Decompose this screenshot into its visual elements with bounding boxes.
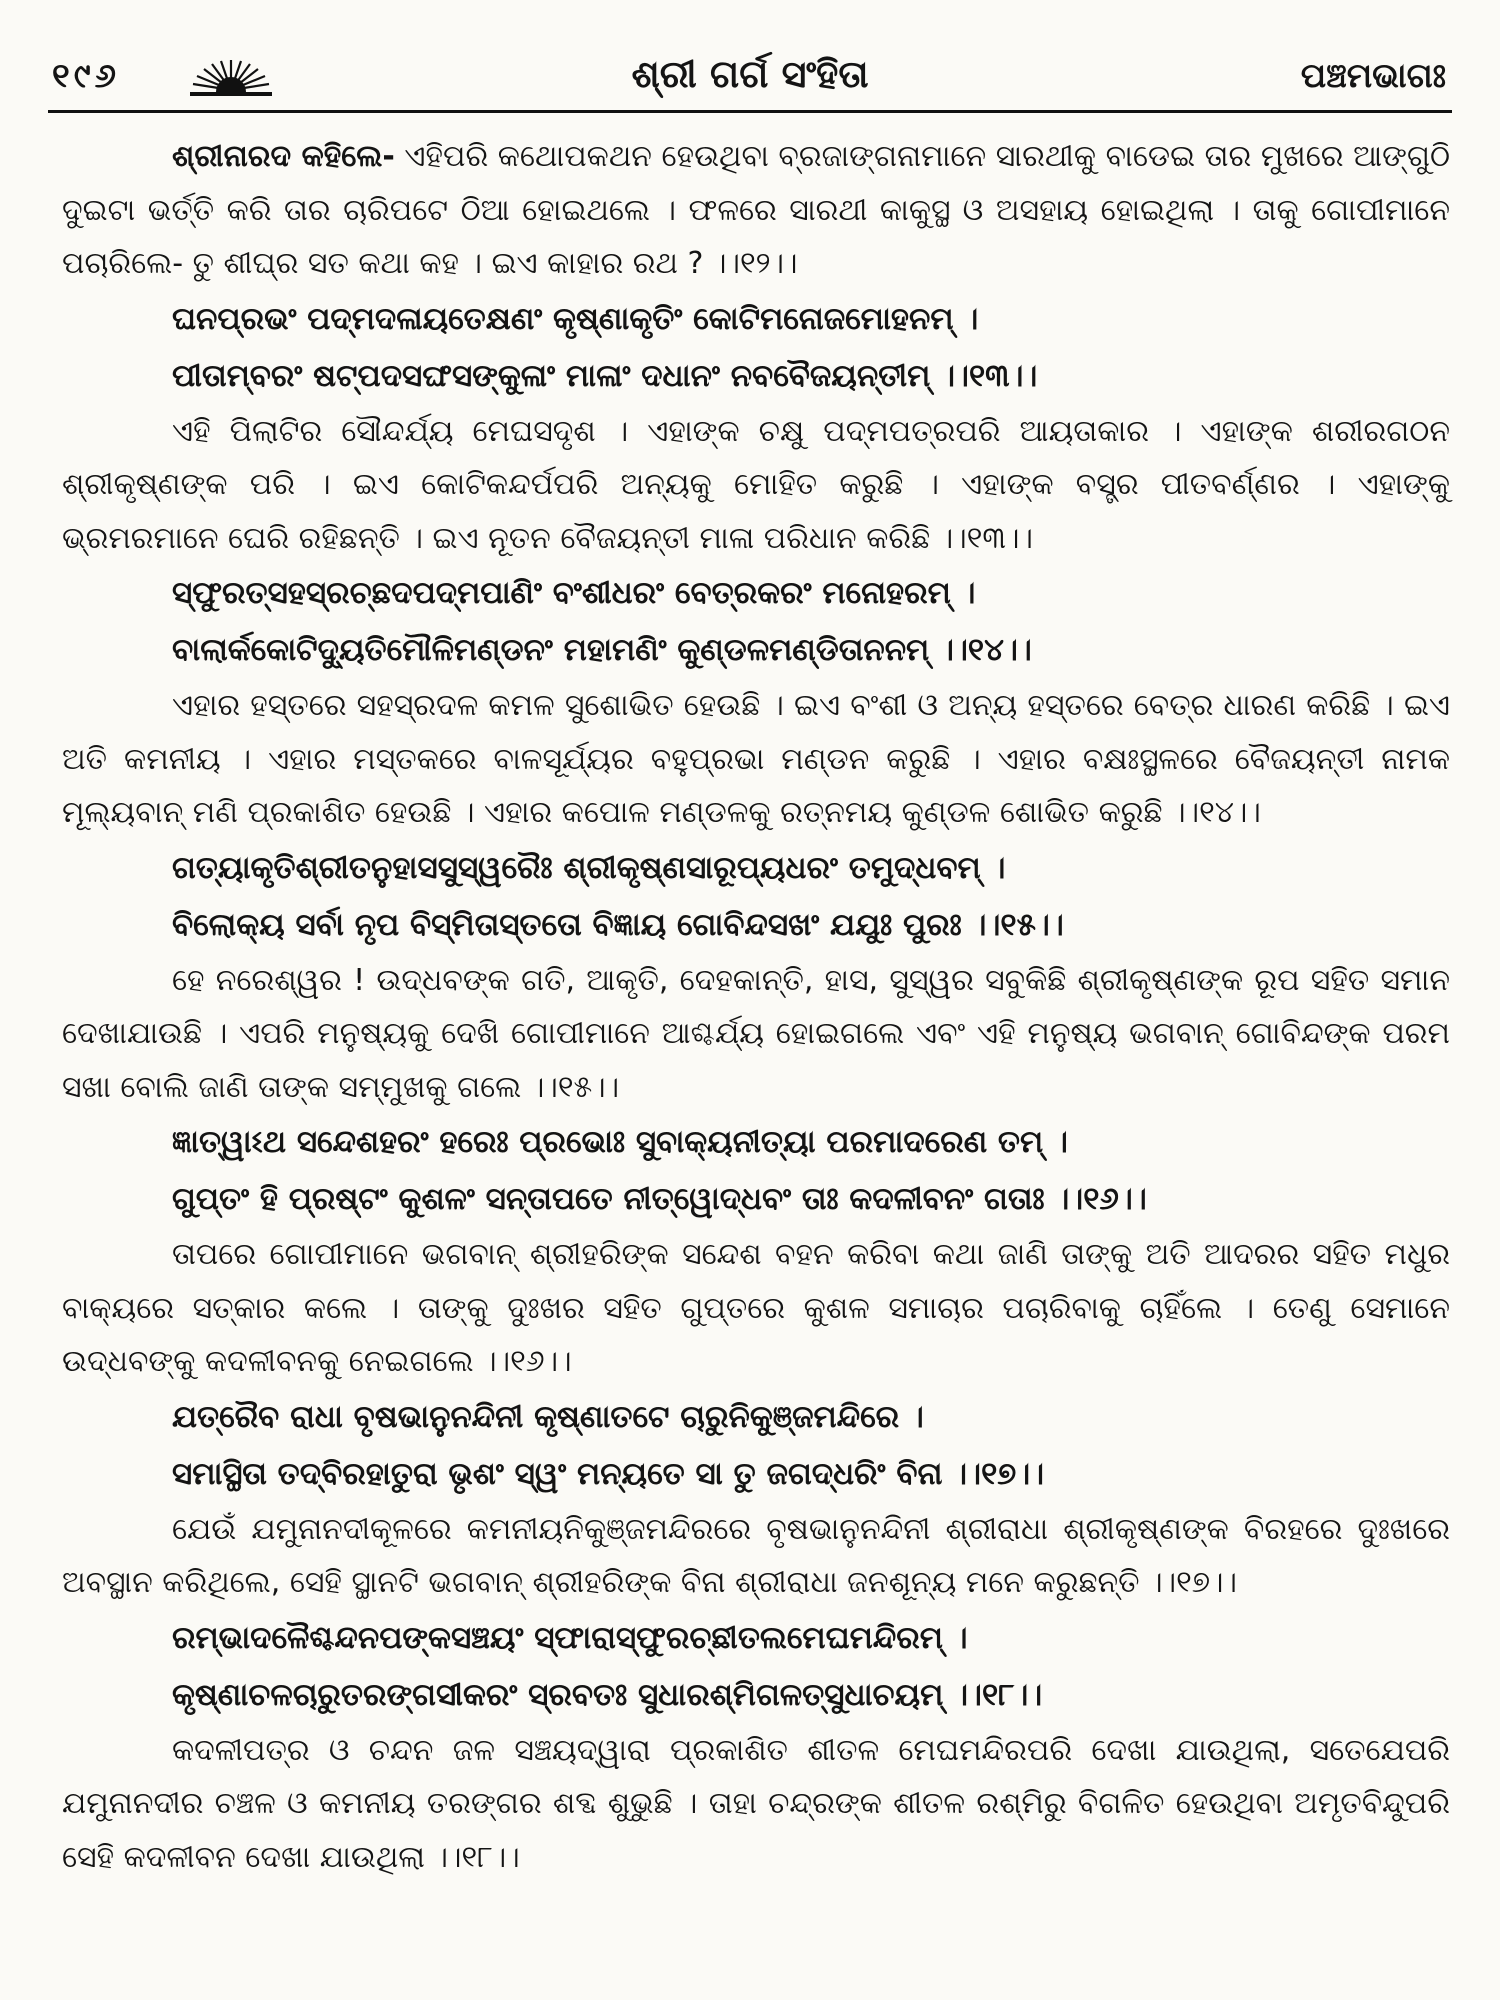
page-number: ୧୯୬ [52,56,120,96]
prose-paragraph: ଏହାର ହସ୍ତରେ ସହସ୍ରଦଳ କମଳ ସୁଶୋଭିତ ହେଉଛି । ଇଏ ବଂଶୀ ଓ ଅନ୍ୟ ହସ୍ତରେ ବେତ୍ର ଧାରଣ କରିଛି । ଇଏ ଅତି କମନୀୟ । ଏହାର ମସ୍ତକରେ ବାଳସୂର୍ଯ୍ୟର ବହୁପ୍ରଭା ମଣ୍ଡନ କରୁଛି । ଏହାର ବକ୍ଷଃସ୍ଥଳରେ ବୈଜୟନ୍ତୀ ନାମକ ମୂଲ୍ୟବାନ୍ ମଣି ପ୍ରକାଶିତ ହେଉଛି । ଏହାର କପୋଳ ମଣ୍ଡଳକୁ ରତ୍ନମୟ କୁଣ୍ଡଳ ଶୋଭିତ କରୁଛି ।।୧୪।। [62,688,1450,830]
prose-paragraph: ତାପରେ ଗୋପୀମାନେ ଭଗବାନ୍ ଶ୍ରୀହରିଙ୍କ ସନ୍ଦେଶ ବହନ କରିବା କଥା ଜାଣି ତାଙ୍କୁ ଅତି ଆଦରର ସହିତ ମଧୁର ବାକ୍ୟରେ ସତ୍କାର କଲେ । ତାଙ୍କୁ ଦୁଃଖର ସହିତ ଗୁପ୍ତରେ କୁଶଳ ସମାଚାର ପଚାରିବାକୁ ଚାହିଁଲେ । ତେଣୁ ସେମାନେ ଉଦ୍ଧବଙ୍କୁ କଦଳୀବନକୁ ନେଇଗଲେ ।।୧୬।। [62,1237,1450,1379]
page-title: ଶ୍ରୀ ଗର୍ଗ ସଂହିତା [631,52,869,96]
prose-paragraph [62,130,1450,291]
verse-line: ରମ୍ଭାଦଳୈଶ୍ଚନ୍ଦନପଙ୍କସଞ୍ଚୟଂ ସ୍ଫାରାସ୍ଫୁରଚ୍ଛୀତଲମେଘମନ୍ଦିରମ୍ । [172,1619,968,1656]
verse-line: ଘନପ୍ରଭଂ ପଦ୍ମଦଳାୟତେକ୍ଷଣଂ କୃଷ୍ଣାକୃତିଂ କୋଟିମନୋଜମୋହନମ୍ । [172,300,979,337]
verse-line: ଗତ୍ୟାକୃତିଶ୍ରୀତନୁହାସସୁସ୍ୱରୈଃ ଶ୍ରୀକୃଷ୍ଣସାରୂପ୍ୟଧରଂ ତମୁଦ୍ଧବମ୍ । [172,849,1006,886]
verse-line: ସ୍ଫୁରତ୍ସହସ୍ରଚ୍ଛଦପଦ୍ମପାଣିଂ ବଂଶୀଧରଂ ବେତ୍ରକରଂ ମନୋହରମ୍ । [172,575,976,611]
verse-line: ପୀତାମ୍ବରଂ ଷଟ୍ପଦସଙ୍ଘସଙ୍କୁଳାଂ ମାଳାଂ ଦଧାନଂ ନବବୈଜୟନ୍ତୀମ୍ ।।୧୩।। [172,357,1038,394]
verse-line: ଯତ୍ରୈବ ରାଧା ବୃଷଭାନୁନନ୍ଦିନୀ କୃଷ୍ଣାତଟେ ଚାରୁନିକୁଞ୍ଜମନ୍ଦିରେ । [172,1398,924,1435]
speaker-label: ଶ୍ରୀନାରଦ କହିଲେ- [172,139,395,174]
prose-paragraph: ଯେଉଁ ଯମୁନାନଦୀକୂଳରେ କମନୀୟନିକୁଞ୍ଜମନ୍ଦିରରେ ବୃଷଭାନୁନନ୍ଦିନୀ ଶ୍ରୀରାଧା ଶ୍ରୀକୃଷ୍ଣଙ୍କ ବିରହରେ ଦୁଃଖରେ ଅବସ୍ଥାନ କରିଥିଲେ, ସେହି ସ୍ଥାନଟି ଭଗବାନ୍ ଶ୍ରୀହରିଙ୍କ ବିନା ଶ୍ରୀରାଧା ଜନଶୂନ୍ୟ ମନେ କରୁଛନ୍ତି ।।୧୭।। [62,1511,1450,1600]
prose-paragraph: ହେ ନରେଶ୍ୱର ! ଉଦ୍ଧବଙ୍କ ଗତି, ଆକୃତି, ଦେହକାନ୍ତି, ହାସ, ସୁସ୍ୱର ସବୁକିଛି ଶ୍ରୀକୃଷ୍ଣଙ୍କ ରୂପ ସହିତ ସମାନ ଦେଖାଯାଉଛି । ଏପରି ମନୁଷ୍ୟକୁ ଦେଖି ଗୋପୀମାନେ ଆଶ୍ଚର୍ଯ୍ୟ ହୋଇଗଲେ ଏବଂ ଏହି ମନୁଷ୍ୟ ଭଗବାନ୍ ଗୋବିନ୍ଦଙ୍କ ପରମ ସଖା ବୋଲି ଜାଣି ତାଙ୍କ ସମ୍ମୁଖକୁ ଗଲେ ।।୧୫।। [62,962,1450,1105]
part-label: ପଞ୍ଚମଭାଗଃ [1300,56,1446,96]
verse-line: ଗୁପ୍ତଂ ହି ପ୍ରଷ୍ଟଂ କୁଶଳଂ ସନ୍ତାପତେ ନୀତ୍ୱୋଦ୍ଧବଂ ତାଃ କଦଳୀବନଂ ଗତାଃ ।।୧୬।। [172,1181,1147,1217]
verse-line: କୃଷ୍ଣାଚଳଚାରୁତରଙ୍ଗସୀକରଂ ସ୍ରବତଃ ସୁଧାରଶ୍ମିଗଳତ୍‌ସୁଧାଚୟମ୍ ।।୧୮।। [172,1676,1043,1713]
verse-line: ସମାସ୍ଥିତା ତଦ୍‌ବିରହାତୁରା ଭୃଶଂ ସ୍ୱଂ ମନ୍ୟତେ ସା ତୁ ଜଗଦ୍ଧରିଂ ବିନା ।।୧୭।। [172,1455,1045,1492]
verse-line: ବାଲାର୍କକୋଟିଦ୍ୟୁତିମୌଳିମଣ୍ଡନଂ ମହାମଣିଂ କୁଣ୍ଡଳମଣ୍ଡିତାନନମ୍ ।।୧୪।। [172,632,1032,668]
page-header [48,0,1452,118]
verse-line: ଜ୍ଞାତ୍ୱାଽଥ ସନ୍ଦେଶହରଂ ହରେଃ ପ୍ରଭୋଃ ସୁବାକ୍ୟନୀତ୍ୟା ପରମାଦରେଣ ତମ୍ । [172,1124,1068,1160]
verse-line: ବିଲୋକ୍ୟ ସର୍ବା ନୃପ ବିସ୍ମିତାସ୍ତତୋ ବିଜ୍ଞାୟ ଗୋବିନ୍ଦସଖଂ ଯଯୁଃ ପୁରଃ ।।୧୫।। [172,906,1064,943]
prose-paragraph: କଦଳୀପତ୍ର ଓ ଚନ୍ଦନ ଜଳ ସଞ୍ଚୟଦ୍ୱାରା ପ୍ରକାଶିତ ଶୀତଳ ମେଘମନ୍ଦିରପରି ଦେଖା ଯାଉଥିଲା, ସତେଯେପରି ଯମୁନାନଦୀର ଚଞ୍ଚଳ ଓ କମନୀୟ ତରଙ୍ଗର ଶବ୍ଦ ଶୁଭୁଛି । ତାହା ଚନ୍ଦ୍ରଙ୍କ ଶୀତଳ ରଶ୍ମିରୁ ବିଗଳିତ ହେଉଥିବା ଅମୃତବିନ୍ଦୁପରି ସେହି କଦଳୀବନ ଦେଖା ଯାଉଥିଲା ।।୧୮।। [62,1732,1450,1875]
prose-paragraph: ଏହି ପିଲାଟିର ସୌନ୍ଦର୍ଯ୍ୟ ମେଘସଦୃଶ । ଏହାଙ୍କ ଚକ୍ଷୁ ପଦ୍ମପତ୍ରପରି ଆୟତାକାର । ଏହାଙ୍କ ଶରୀରଗଠନ ଶ୍ରୀକୃଷ୍ଣଙ୍କ ପରି । ଇଏ କୋଟିକନ୍ଦର୍ପପରି ଅନ୍ୟକୁ ମୋହିତ କରୁଛି । ଏହାଙ୍କ ବସ୍ତ୍ର ପୀତବର୍ଣ୍ଣର । ଏହାଙ୍କୁ ଭ୍ରମରମାନେ ଘେରି ରହିଛନ୍ତି । ଇଏ ନୂତନ ବୈଜୟନ୍ତୀ ମାଳା ପରିଧାନ କରିଛି ।।୧୩।। [62,413,1450,556]
header-rule [48,110,1452,113]
text-body [62,130,1450,1884]
prose-text: ଏହିପରି କଥୋପକଥନ ହେଉଥିବା ବ୍ରଜାଙ୍ଗନାମାନେ ସାରଥୀକୁ ବାଡେଇ ତାର ମୁଖରେ ଆଙ୍ଗୁଠି ଦୁଇଟା ଭର୍ତ୍ତି କରି ତାର ଚାରିପଟେ ଠିଆ ହୋଇଥଲେ । ଫଳରେ ସାରଥୀ କାକୁସ୍ଥ ଓ ଅସହାୟ ହୋଇଥିଲା । ତାକୁ ଗୋପୀମାନେ ପଚାରିଲେ- ତୁ ଶୀଘ୍ର ସତ କଥା କହ । ଇଏ କାହାର ରଥ ? ।।୧୨।। [62,139,1451,281]
